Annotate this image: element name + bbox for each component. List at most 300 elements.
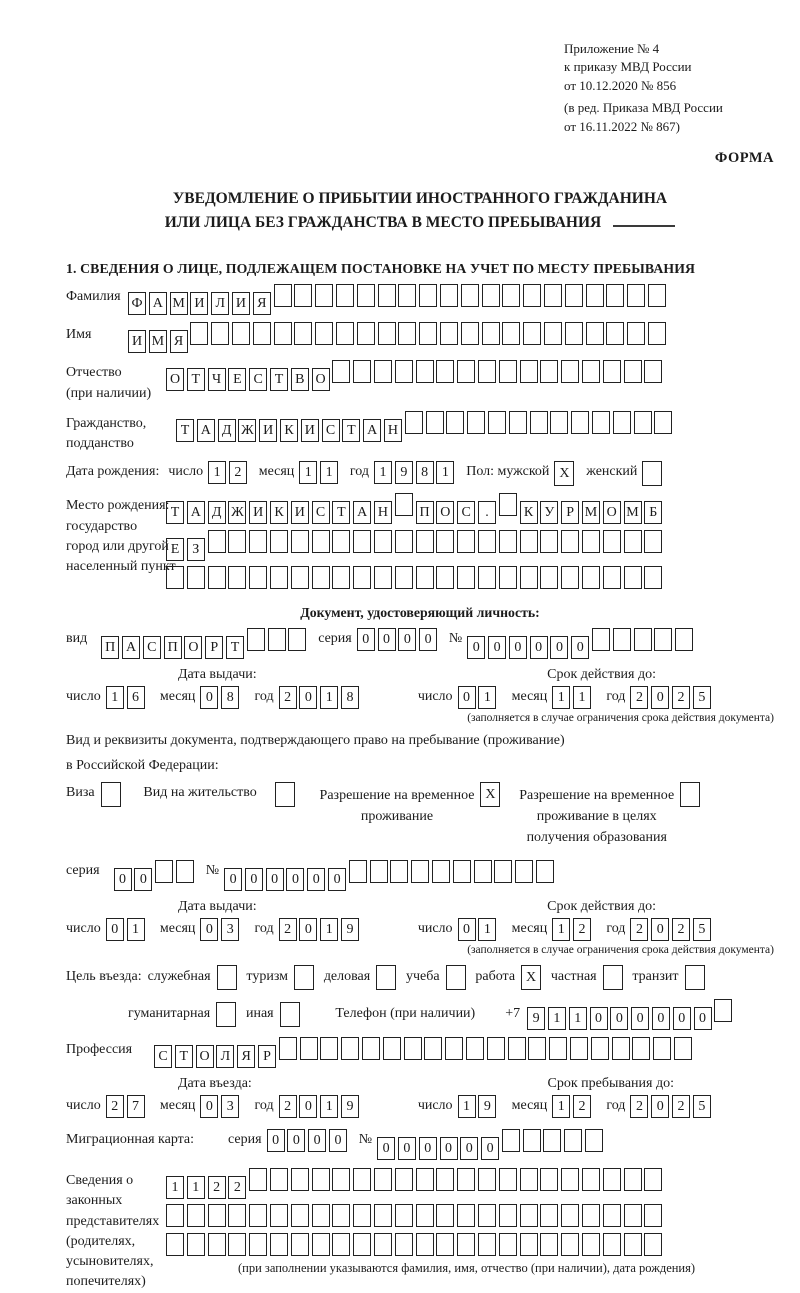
cell: 1 — [320, 461, 338, 484]
cell — [603, 965, 623, 990]
cell: 0 — [106, 918, 124, 941]
cell — [685, 965, 705, 990]
cell — [549, 1037, 567, 1060]
cell: А — [197, 419, 215, 442]
cell: У — [540, 501, 558, 524]
entry-dates-head — [66, 1076, 774, 1092]
forma-label: ФОРМА — [714, 150, 774, 167]
cell: А — [122, 636, 140, 659]
cell — [603, 1204, 621, 1227]
cell — [499, 1233, 517, 1256]
cell — [187, 1204, 205, 1227]
cell: 5 — [693, 1095, 711, 1118]
cell — [582, 566, 600, 589]
birthplace-line2-input[interactable] — [166, 530, 665, 561]
resdoc-valid-month[interactable] — [552, 918, 594, 941]
cell: 0 — [307, 868, 325, 891]
cell — [370, 860, 388, 883]
cell: А — [363, 419, 381, 442]
purpose-tourism-checkbox[interactable] — [294, 965, 317, 990]
cell: 6 — [127, 686, 145, 709]
cell — [376, 965, 396, 990]
cell: 0 — [467, 636, 485, 659]
birth-month-input[interactable] — [299, 461, 341, 484]
cell — [378, 284, 396, 307]
cell: 1 — [320, 1095, 338, 1118]
iddoc-validity-note: (заполняется в случае ограничения срока действия документа) — [467, 711, 774, 724]
iddoc-number-input[interactable] — [467, 628, 696, 659]
purpose-private-label: частная — [550, 969, 597, 985]
cell — [540, 530, 558, 553]
residence-permit-checkbox[interactable] — [275, 782, 298, 807]
cell: Я — [170, 330, 188, 353]
birth-day-input[interactable] — [208, 461, 250, 484]
entry-month[interactable] — [200, 1095, 242, 1118]
birthdate-row — [66, 461, 774, 486]
citizenship-row — [66, 411, 774, 455]
cell — [632, 1037, 650, 1060]
cell — [166, 1204, 184, 1227]
cell — [603, 566, 621, 589]
purpose-private-checkbox[interactable] — [603, 965, 626, 990]
cell: К — [520, 501, 538, 524]
rvp-checkbox[interactable] — [480, 782, 503, 807]
cell: С — [457, 501, 475, 524]
patronymic-row — [66, 360, 774, 404]
resdoc-valid-day[interactable] — [458, 918, 500, 941]
cell — [374, 530, 392, 553]
cell: Т — [342, 419, 360, 442]
iddoc-valid-year[interactable] — [630, 686, 713, 709]
annex-line: от 10.12.2020 № 856 — [564, 77, 677, 93]
cell — [467, 411, 485, 434]
resdoc-intro-line2: в Российской Федерации: — [66, 757, 219, 773]
cell — [571, 411, 589, 434]
resdoc-valid-label: Срок действия до: — [547, 898, 656, 914]
cell: 1 — [299, 461, 317, 484]
cell: Ч — [208, 368, 226, 391]
sex-male-checkbox[interactable] — [554, 461, 577, 486]
cell: . — [478, 501, 496, 524]
section1-heading: 1. СВЕДЕНИЯ О ЛИЦЕ, ПОДЛЕЖАЩЕМ ПОСТАНОВКЕ НА УЧЕТ ПО МЕСТУ ПРЕБЫВАНИЯ — [66, 261, 696, 277]
cell: 0 — [651, 686, 669, 709]
guardians-line3-input[interactable] — [166, 1233, 695, 1256]
purpose-other-checkbox[interactable] — [280, 1002, 303, 1027]
resdoc-issue-label: Дата выдачи: — [178, 898, 257, 914]
resdoc-series-input[interactable] — [114, 860, 197, 891]
cell — [436, 1204, 454, 1227]
cell: 1 — [548, 1007, 566, 1030]
iddoc-issue-day[interactable] — [106, 686, 148, 709]
cell — [395, 1204, 413, 1227]
cell — [544, 284, 562, 307]
iddoc-kind-input[interactable] — [101, 628, 309, 659]
cell: З — [187, 538, 205, 561]
cell: Я — [237, 1045, 255, 1068]
cell — [362, 1037, 380, 1060]
guardians-row — [66, 1168, 774, 1293]
cell: 2 — [279, 1095, 297, 1118]
cell — [654, 411, 672, 434]
cell — [474, 860, 492, 883]
cell — [457, 1233, 475, 1256]
cell: И — [232, 292, 250, 315]
cell: М — [624, 501, 642, 524]
cell — [291, 1168, 309, 1191]
cell: X — [480, 782, 500, 807]
cell — [419, 284, 437, 307]
iddoc-valid-day[interactable] — [458, 686, 500, 709]
cell — [436, 360, 454, 383]
cell — [249, 1233, 267, 1256]
cell — [502, 1129, 520, 1152]
patronymic-input[interactable] — [166, 360, 665, 391]
profession-row — [66, 1037, 774, 1068]
cell — [457, 1204, 475, 1227]
cell — [436, 530, 454, 553]
cell — [432, 860, 450, 883]
iddoc-kind-row — [66, 628, 774, 659]
cell: К — [280, 419, 298, 442]
birthplace-row — [66, 493, 774, 595]
cell — [543, 1129, 561, 1152]
guardians-line1-input[interactable] — [166, 1168, 695, 1199]
cell — [247, 628, 265, 651]
iddoc-valid-month[interactable] — [552, 686, 594, 709]
cell: Я — [253, 292, 271, 315]
cell — [395, 530, 413, 553]
cell: 0 — [398, 1137, 416, 1160]
cell: Р — [561, 501, 579, 524]
cell: 0 — [200, 918, 218, 941]
cell: 2 — [573, 1095, 591, 1118]
migcard-number-input[interactable] — [377, 1129, 606, 1160]
cell: 0 — [458, 918, 476, 941]
cell: С — [322, 419, 340, 442]
cell — [523, 322, 541, 345]
stay-year[interactable] — [630, 1095, 713, 1118]
cell: П — [164, 636, 182, 659]
iddoc-kind-label: вид — [66, 630, 88, 646]
cell — [208, 1204, 226, 1227]
cell: 5 — [693, 686, 711, 709]
cell: 1 — [436, 461, 454, 484]
cell — [312, 1233, 330, 1256]
purpose-transit-checkbox[interactable] — [685, 965, 708, 990]
sex-female-checkbox[interactable] — [642, 461, 665, 486]
cell — [378, 322, 396, 345]
cell — [249, 1204, 267, 1227]
surname-input[interactable] — [128, 284, 669, 315]
citizenship-input[interactable] — [176, 411, 675, 442]
rvp-education-checkbox[interactable] — [680, 782, 703, 807]
cell — [383, 1037, 401, 1060]
cell: 0 — [550, 636, 568, 659]
cell — [561, 1168, 579, 1191]
cell: С — [143, 636, 161, 659]
cell — [502, 284, 520, 307]
cell — [312, 530, 330, 553]
resdoc-dates-head — [66, 899, 774, 915]
resdoc-intro-line1: Вид и реквизиты документа, подтверждающего право на пребывание (проживание) — [66, 732, 565, 748]
cell — [411, 860, 429, 883]
cell: Л — [216, 1045, 234, 1068]
cell — [398, 322, 416, 345]
cell: Т — [166, 501, 184, 524]
annex-line: Приложение № 4 — [564, 41, 660, 56]
cell — [528, 1037, 546, 1060]
cell — [315, 322, 333, 345]
iddoc-valid-label: Срок действия до: — [547, 666, 656, 682]
cell — [561, 530, 579, 553]
iddoc-series-input[interactable] — [357, 628, 440, 651]
cell: 0 — [287, 1129, 305, 1152]
cell — [457, 566, 475, 589]
cell: В — [291, 368, 309, 391]
cell: 1 — [478, 686, 496, 709]
cell: 0 — [245, 868, 263, 891]
cell — [208, 530, 226, 553]
iddoc-dates-row — [66, 686, 774, 709]
cell: 0 — [357, 628, 375, 651]
purpose-humanitarian-checkbox[interactable] — [216, 1002, 239, 1027]
guardians-line2-input[interactable] — [166, 1204, 695, 1227]
cell: Л — [211, 292, 229, 315]
cell — [606, 284, 624, 307]
cell: 0 — [419, 1137, 437, 1160]
cell: 0 — [419, 628, 437, 651]
cell — [374, 1204, 392, 1227]
cell: 0 — [481, 1137, 499, 1160]
phone-prefix: +7 — [505, 1006, 521, 1022]
cell — [436, 1168, 454, 1191]
cell: Р — [258, 1045, 276, 1068]
resdoc-issue-year[interactable] — [279, 918, 362, 941]
cell — [332, 360, 350, 383]
cell — [312, 1204, 330, 1227]
cell — [395, 1168, 413, 1191]
firstname-input[interactable] — [128, 322, 669, 353]
birthplace-line3-input[interactable] — [166, 566, 665, 589]
birthplace-label: Место рождения: государство город или другой населенный пункт — [66, 498, 176, 575]
profession-input[interactable] — [154, 1037, 695, 1068]
cell — [353, 566, 371, 589]
resdoc-issue-day[interactable] — [106, 918, 148, 941]
cell — [478, 360, 496, 383]
citizenship-label: Гражданство, подданство — [66, 415, 147, 452]
cell — [624, 360, 642, 383]
cell: 2 — [228, 1176, 246, 1199]
cell — [166, 1233, 184, 1256]
cell — [644, 360, 662, 383]
surname-row — [66, 284, 774, 315]
migcard-series-input[interactable] — [267, 1129, 350, 1152]
iddoc-issue-year[interactable] — [279, 686, 362, 709]
stay-day[interactable] — [458, 1095, 500, 1118]
cell: 1 — [573, 686, 591, 709]
cell — [436, 566, 454, 589]
cell — [582, 1168, 600, 1191]
cell — [654, 628, 672, 651]
cell — [275, 782, 295, 807]
phone-input[interactable] — [527, 999, 735, 1030]
visa-label: Виза — [66, 784, 95, 800]
cell: Д — [208, 501, 226, 524]
cell — [268, 628, 286, 651]
cell: 2 — [279, 686, 297, 709]
cell — [357, 284, 375, 307]
cell — [644, 1168, 662, 1191]
cell — [540, 1204, 558, 1227]
stay-until-label: Срок пребывания до: — [547, 1075, 674, 1091]
cell — [520, 530, 538, 553]
cell — [249, 566, 267, 589]
cell — [561, 360, 579, 383]
entry-year[interactable] — [279, 1095, 362, 1118]
cell: 0 — [440, 1137, 458, 1160]
cell — [603, 1233, 621, 1256]
visa-checkbox[interactable] — [101, 782, 124, 807]
cell — [536, 860, 554, 883]
cell: 9 — [527, 1007, 545, 1030]
cell — [515, 860, 533, 883]
resdoc-valid-year[interactable] — [630, 918, 713, 941]
cell: 2 — [672, 918, 690, 941]
cell: 5 — [693, 918, 711, 941]
annex-line: к приказу МВД России — [564, 59, 692, 75]
cell — [270, 1204, 288, 1227]
cell — [426, 411, 444, 434]
firstname-row — [66, 322, 774, 353]
resdoc-series-row — [66, 860, 774, 891]
iddoc-issue-month[interactable] — [200, 686, 242, 709]
cell — [544, 322, 562, 345]
cell: И — [259, 419, 277, 442]
resdoc-number-input[interactable] — [224, 860, 557, 891]
cell: 0 — [286, 868, 304, 891]
cell: 1 — [127, 918, 145, 941]
resdoc-valid-date: число 0 1 месяц 1 2 год 2 0 2 5 — [418, 918, 714, 941]
purpose-work-checkbox[interactable] — [521, 965, 544, 990]
birthplace-inputs — [166, 493, 665, 595]
cell: 1 — [552, 918, 570, 941]
cell — [332, 1233, 350, 1256]
cell: Т — [332, 501, 350, 524]
cell — [624, 530, 642, 553]
cell — [374, 1168, 392, 1191]
cell — [294, 965, 314, 990]
cell — [592, 628, 610, 651]
cell — [461, 284, 479, 307]
birth-year-input[interactable] — [374, 461, 457, 484]
purpose-row-1 — [66, 965, 774, 990]
purpose-official-checkbox[interactable] — [217, 965, 240, 990]
cell — [675, 628, 693, 651]
cell — [648, 322, 666, 345]
cell: И — [190, 292, 208, 315]
cell — [457, 1168, 475, 1191]
cell — [187, 566, 205, 589]
cell — [208, 1233, 226, 1256]
guardians-label: Сведения о законных представителях (родителях, усыновителях, попечителях) — [66, 1172, 160, 1290]
cell: С — [249, 368, 267, 391]
guardians-inputs — [166, 1168, 695, 1293]
cell: 0 — [224, 868, 242, 891]
cell: Б — [644, 501, 662, 524]
annex-line: от 16.11.2022 № 867) — [564, 118, 681, 134]
cell — [494, 860, 512, 883]
cell — [540, 566, 558, 589]
cell — [232, 322, 250, 345]
entry-day[interactable] — [106, 1095, 148, 1118]
cell — [211, 322, 229, 345]
cell: 0 — [651, 918, 669, 941]
cell: С — [312, 501, 330, 524]
purpose-row-2 — [128, 999, 774, 1030]
sex-male-label: Пол: мужской — [466, 464, 550, 480]
entry-dates-row — [66, 1095, 774, 1118]
cell: С — [154, 1045, 172, 1068]
cell: 9 — [341, 1095, 359, 1118]
cell — [644, 566, 662, 589]
cell — [270, 530, 288, 553]
purpose-official-label: служебная — [147, 969, 211, 985]
resdoc-issue-month[interactable] — [200, 918, 242, 941]
cell — [274, 322, 292, 345]
cell: 1 — [374, 461, 392, 484]
iddoc-valid-date: число 0 1 месяц 1 1 год 2 0 2 5 — [418, 686, 714, 709]
cell: Ф — [128, 292, 146, 315]
cell: Д — [218, 419, 236, 442]
cell — [520, 360, 538, 383]
cell — [644, 530, 662, 553]
cell — [436, 1233, 454, 1256]
cell — [453, 860, 471, 883]
purpose-label: Цель въезда: — [66, 969, 142, 985]
cell — [624, 1233, 642, 1256]
cell: 0 — [509, 636, 527, 659]
cell — [440, 322, 458, 345]
cell — [395, 360, 413, 383]
cell — [395, 493, 413, 516]
purpose-business-checkbox[interactable] — [376, 965, 399, 990]
cell: И — [249, 501, 267, 524]
cell: 0 — [651, 1095, 669, 1118]
cell — [582, 1233, 600, 1256]
cell — [294, 284, 312, 307]
entry-date: число 2 7 месяц 0 3 год 2 0 1 9 — [66, 1095, 362, 1118]
cell — [540, 1233, 558, 1256]
cell — [416, 566, 434, 589]
cell — [499, 1168, 517, 1191]
cell — [353, 530, 371, 553]
cell — [488, 411, 506, 434]
cell: 1 — [187, 1176, 205, 1199]
birthplace-line1-input[interactable] — [166, 493, 665, 524]
cell — [627, 322, 645, 345]
cell: 0 — [328, 868, 346, 891]
cell — [642, 461, 662, 486]
purpose-study-checkbox[interactable] — [446, 965, 469, 990]
stay-month[interactable] — [552, 1095, 594, 1118]
cell — [613, 628, 631, 651]
cell — [320, 1037, 338, 1060]
cell — [530, 411, 548, 434]
cell — [466, 1037, 484, 1060]
cell: О — [196, 1045, 214, 1068]
iddoc-issue-label: Дата выдачи: — [178, 666, 257, 682]
cell — [461, 322, 479, 345]
